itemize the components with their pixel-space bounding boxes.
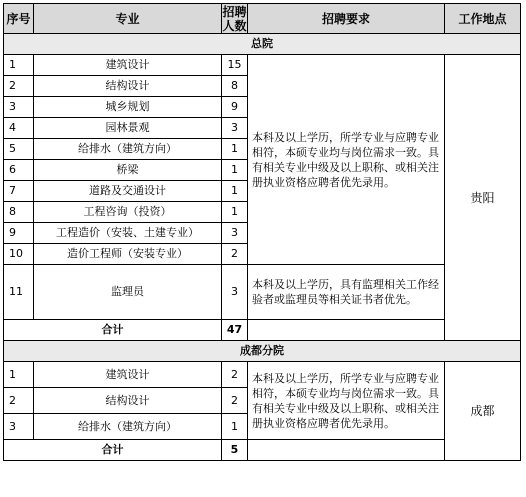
subtotal-empty <box>248 320 445 341</box>
row-count: 1 <box>222 181 248 202</box>
section-title-headquarters: 总院 <box>4 34 521 55</box>
row-major: 结构设计 <box>34 388 222 414</box>
row-major: 工程咨询（投资） <box>34 202 222 223</box>
row-number: 1 <box>4 362 34 388</box>
row-count: 3 <box>222 265 248 320</box>
header-seq: 序号 <box>4 4 34 34</box>
row-count: 1 <box>222 414 248 440</box>
row-count: 8 <box>222 76 248 97</box>
table-row <box>4 55 521 76</box>
header-requirement: 招聘要求 <box>248 4 445 34</box>
row-number: 9 <box>4 223 34 244</box>
requirement-main: 本科及以上学历，所学专业与应聘专业相符，本硕专业均与岗位需求一致。具有相关专业中级及以上职称、或相关注册执业资格应聘者优先录用。 <box>248 55 445 265</box>
subtotal-row-headquarters <box>4 320 521 341</box>
row-major: 建筑设计 <box>34 362 222 388</box>
row-major: 监理员 <box>34 265 222 320</box>
row-major: 工程造价（安装、土建专业） <box>34 223 222 244</box>
section-title-chengdu: 成都分院 <box>4 341 521 362</box>
subtotal-label: 合计 <box>4 320 222 341</box>
row-count: 3 <box>222 223 248 244</box>
row-number: 10 <box>4 244 34 265</box>
header-major: 专业 <box>34 4 222 34</box>
section-row-headquarters <box>4 34 521 55</box>
table-row <box>4 362 521 388</box>
row-major: 结构设计 <box>34 76 222 97</box>
row-major: 桥梁 <box>34 160 222 181</box>
subtotal-label: 合计 <box>4 440 222 461</box>
row-count: 3 <box>222 118 248 139</box>
row-count: 9 <box>222 97 248 118</box>
location-guiyang: 贵阳 <box>445 55 521 341</box>
row-number: 1 <box>4 55 34 76</box>
row-number: 2 <box>4 76 34 97</box>
header-count: 招聘人数 <box>222 4 247 33</box>
row-number: 8 <box>4 202 34 223</box>
row-number: 6 <box>4 160 34 181</box>
requirement-supervisor: 本科及以上学历，具有监理相关工作经验者或监理员等相关证书者优先。 <box>248 265 445 320</box>
row-number: 5 <box>4 139 34 160</box>
subtotal-empty <box>248 440 445 461</box>
row-count: 1 <box>222 160 248 181</box>
row-number: 7 <box>4 181 34 202</box>
row-major: 给排水（建筑方向） <box>34 139 222 160</box>
row-count: 1 <box>222 139 248 160</box>
header-location: 工作地点 <box>445 4 521 34</box>
requirement-chengdu: 本科及以上学历，所学专业与应聘专业相符，本硕专业均与岗位需求一致。具有相关专业中级及以上职称、或相关注册执业资格应聘者优先录用。 <box>248 362 445 440</box>
row-major: 城乡规划 <box>34 97 222 118</box>
row-major: 道路及交通设计 <box>34 181 222 202</box>
header-row <box>4 4 521 34</box>
row-number: 3 <box>4 414 34 440</box>
subtotal-row-chengdu <box>4 440 521 461</box>
subtotal-value: 47 <box>222 320 248 341</box>
row-major: 给排水（建筑方向） <box>34 414 222 440</box>
table-row <box>4 265 521 320</box>
row-number: 2 <box>4 388 34 414</box>
row-number: 3 <box>4 97 34 118</box>
subtotal-value: 5 <box>222 440 248 461</box>
recruitment-table-container <box>3 3 521 461</box>
row-major: 造价工程师（安装专业） <box>34 244 222 265</box>
row-count: 1 <box>222 202 248 223</box>
row-major: 园林景观 <box>34 118 222 139</box>
location-chengdu: 成都 <box>445 362 521 461</box>
row-count: 2 <box>222 362 248 388</box>
row-count: 2 <box>222 244 248 265</box>
row-count: 15 <box>222 55 248 76</box>
row-number: 4 <box>4 118 34 139</box>
section-row-chengdu <box>4 341 521 362</box>
row-number: 11 <box>4 265 34 320</box>
row-count: 2 <box>222 388 248 414</box>
row-major: 建筑设计 <box>34 55 222 76</box>
recruitment-table <box>3 3 521 461</box>
